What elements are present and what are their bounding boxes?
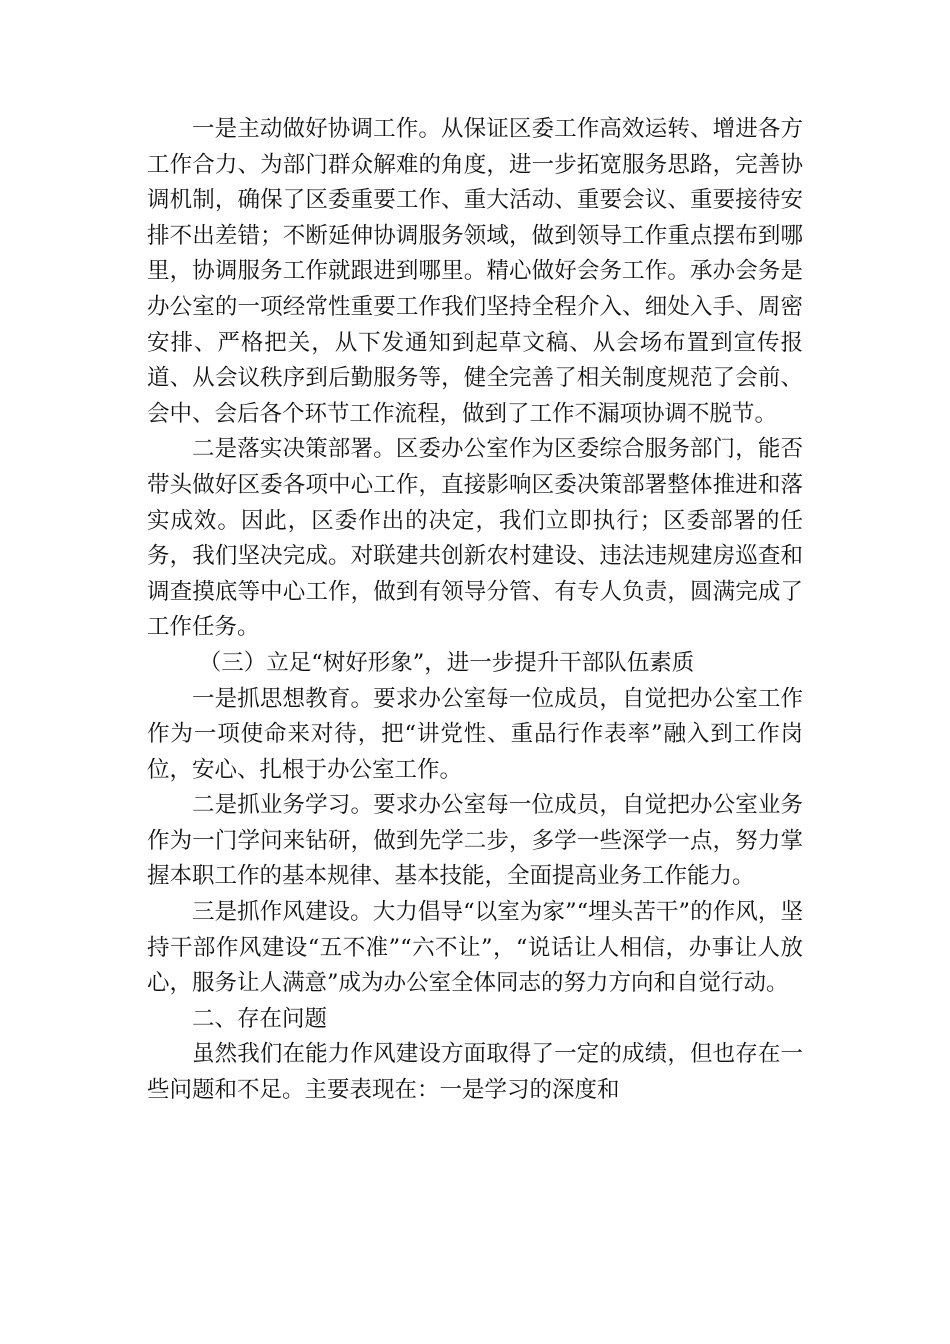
paragraph-business-study: 二是抓业务学习。要求办公室每一位成员，自觉把办公室业务作为一门学问来钻研，做到先学二步，多学一些深学一点，努力掌握本职工作的基本规律、基本技能，全面提高业务工作能力。 [147, 792, 803, 890]
subsection-title-image: （三）立足“树好形象”，进一步提升干部队伍素质 [198, 649, 695, 676]
section-heading-problems: 二、存在问题 [192, 1005, 328, 1032]
paragraph-decision-implementation: 二是落实决策部署。区委办公室作为区委综合服务部门，能否带头做好区委各项中心工作，直接影响区委决策部署整体推进和落实成效。因此，区委作出的决定，我们立即执行；区委部署的任务，我们坚决完成。对联建共创新农村建设、违法违规建房巡查和调查摸底等中心工作，做到有领导分管、有专人负责，圆满完成了工作任务。 [147, 436, 803, 641]
paragraph-ideological-education: 一是抓思想教育。要求办公室每一位成员，自觉把办公室工作作为一项使命来对待，把“讲党性、重品行作表率”融入到工作岗位，安心、扎根于办公室工作。 [147, 685, 803, 783]
document-page [147, 112, 803, 1109]
paragraph-coordination: 一是主动做好协调工作。从保证区委工作高效运转、增进各方工作合力、为部门群众解难的角度，进一步拓宽服务思路，完善协调机制，确保了区委重要工作、重大活动、重要会议、重要接待安排不出差错；不断延伸协调服务领域，做到领导工作重点摆布到哪里，协调服务工作就跟进到哪里。精心做好会务工作。承办会务是办公室的一项经常性重要工作我们坚持全程介入、细处入手、周密安排、严格把关，从下发通知到起草文稿、从会场布置到宣传报道、从会议秩序到后勤服务等，健全完善了相关制度规范了会前、会中、会后各个环节工作流程，做到了工作不漏项协调不脱节。 [147, 116, 803, 427]
paragraph-problems-intro: 虽然我们在能力作风建设方面取得了一定的成绩，但也存在一些问题和不足。主要表现在：一是学习的深度和 [147, 1041, 803, 1104]
paragraph-work-style: 三是抓作风建设。大力倡导“以室为家”“埋头苦干”的作风，坚持干部作风建设“五不准”“六不让”，“说话让人相信，办事让人放心，服务让人满意”成为办公室全体同志的努力方向和自觉行动。 [147, 899, 803, 997]
